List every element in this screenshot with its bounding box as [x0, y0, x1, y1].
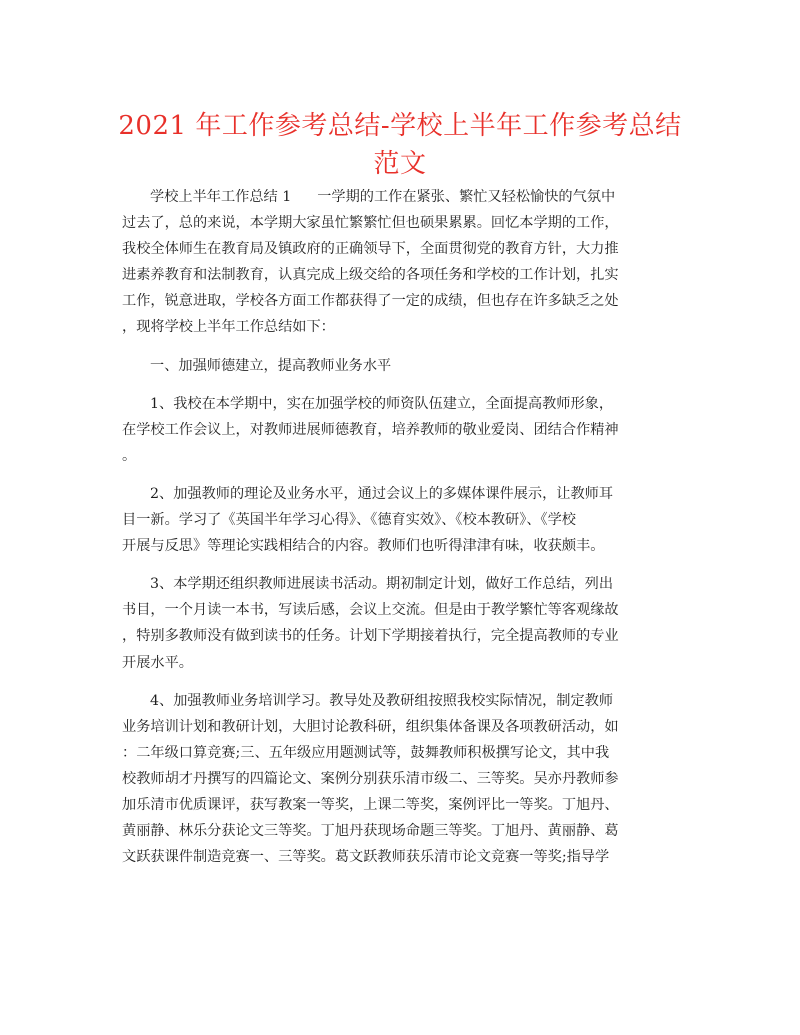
paragraph-line: ：二年级口算竞赛;三、五年级应用题测试等，鼓舞教师积极撰写论文，其中我 — [122, 744, 610, 761]
paragraph-line — [122, 184, 678, 210]
paragraph-line: 文跃获课件制造竞赛一、三等奖。葛文跃教师获乐清市论文竞赛一等奖;指导学 — [122, 849, 610, 866]
paragraph-line: 校教师胡才丹撰写的四篇论文、案例分别获乐清市级二、三等奖。吴亦丹教师参 — [122, 770, 619, 787]
paragraph-2 — [122, 481, 678, 559]
paragraph-line: ，特别多教师没有做到读书的任务。计划下学期接着执行，完全提高教师的专业 — [122, 628, 619, 645]
paragraph-line: 2、加强教师的理论及业务水平，通过会议上的多媒体课件展示，让教师耳 — [150, 485, 614, 502]
paragraph-line: 开展与反思》等理论实践相结合的内容。教师们也听得津津有味，收获颇丰。 — [122, 538, 605, 555]
paragraph-line: 1、我校在本学期中，实在加强学校的师资队伍建立，全面提高教师形象， — [150, 395, 614, 412]
paragraph-line: 目一新。学习了《英国半年学习心得》、《德育实效》、《校本教研》、《学校 — [122, 512, 576, 529]
paragraph-line: 工作，锐意进取，学校各方面工作都获得了一定的成绩，但也存在许多缺乏之处 — [122, 293, 619, 310]
paragraph-4 — [122, 688, 678, 871]
section-heading-1 — [122, 353, 678, 379]
paragraph-line: 黄丽静、林乐分获论文三等奖。丁旭丹获现场命题三等奖。丁旭丹、黄丽静、葛 — [122, 823, 619, 840]
paragraph-line: 。 — [122, 447, 137, 464]
paragraph-line: 我校全体师生在教育局及镇政府的正确领导下，全面贯彻党的教育方针，大力推 — [122, 241, 619, 258]
paragraph-line: 过去了，总的来说，本学期大家虽忙繁繁忙但也硕果累累。回忆本学期的工作， — [122, 215, 619, 232]
summary-heading: 学校上半年工作总结 1 — [150, 189, 292, 205]
paragraph-3 — [122, 571, 678, 675]
paragraph-line: 3、本学期还组织教师进展读书活动。期初制定计划，做好工作总结，列出 — [150, 576, 614, 593]
paragraph-intro — [122, 184, 678, 341]
paragraph-line: 在学校工作会议上，对教师进展师德教育，培养教师的敬业爱岗、团结合作精神 — [122, 421, 619, 438]
paragraph-line: 业务培训计划和教研计划，大胆讨论教科研，组织集体备课及各项教研活动，如 — [122, 718, 619, 735]
paragraph-line: 4、加强教师业务培训学习。教导处及教研组按照我校实际情况，制定教师 — [150, 692, 614, 709]
paragraph-line: 开展水平。 — [122, 654, 193, 671]
paragraph-1 — [122, 391, 678, 469]
section-heading: 一、加强师德建立，提高教师业务水平 — [150, 357, 392, 374]
document-body — [122, 184, 678, 882]
paragraph-text: 一学期的工作在紧张、繁忙又轻松愉快的气氛中 — [317, 189, 616, 205]
paragraph-line: 进素养教育和法制教育，认真完成上级交给的各项任务和学校的工作计划，扎实 — [122, 267, 619, 284]
document-title-line-2: 范文 — [373, 149, 427, 179]
paragraph-line: 加乐清市优质课评，获写教案一等奖，上课二等奖，案例评比一等奖。丁旭丹、 — [122, 796, 619, 813]
paragraph-line: ，现将学校上半年工作总结如下： — [122, 319, 335, 336]
paragraph-line: 书目，一个月读一本书，写读后感，会议上交流。但是由于教学繁忙等客观缘故 — [122, 602, 619, 619]
document-title-line-1: 2021 年工作参考总结-学校上半年工作参考总结 — [118, 111, 682, 141]
